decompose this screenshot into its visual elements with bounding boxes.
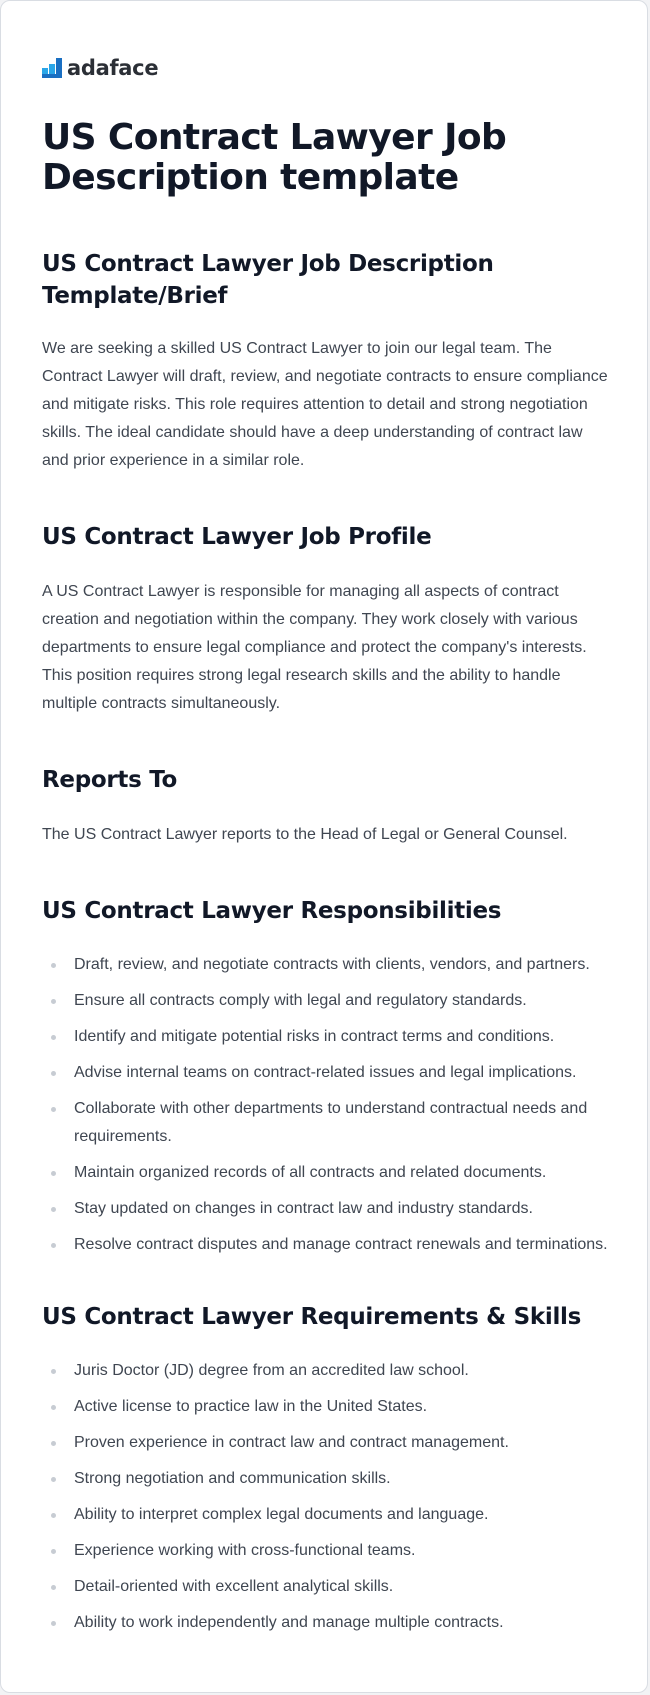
bullet-dot	[51, 1243, 56, 1248]
bullet-dot	[51, 1405, 56, 1410]
requirements-heading: US Contract Lawyer Requirements & Skills	[42, 1304, 582, 1330]
responsibilities-heading: US Contract Lawyer Responsibilities	[42, 898, 502, 924]
bullet-dot	[51, 1071, 56, 1076]
job-profile-body: A US Contract Lawyer is responsible for managing all aspects of contract creation and negotiation within the company. They work closely with various departments to ensure legal compliance and protect the company's interests. This position requires strong legal research skills and the ability to handle multiple contracts simultaneously.	[42, 583, 587, 712]
list-item-text: Ability to interpret complex legal documents and language.	[74, 1506, 489, 1523]
bullet-dot	[51, 1171, 56, 1176]
list-item	[42, 1537, 612, 1565]
list-item-text: Ability to work independently and manage multiple contracts.	[74, 1614, 504, 1631]
list-item	[42, 1573, 612, 1601]
list-item	[42, 1023, 612, 1051]
brand-name: adaface	[67, 56, 159, 80]
list-item-text: Collaborate with other departments to understand contractual needs and requirements.	[74, 1100, 588, 1145]
list-item-text: Ensure all contracts comply with legal and regulatory standards.	[74, 992, 527, 1009]
bullet-dot	[51, 1441, 56, 1446]
bullet-dot	[51, 1107, 56, 1112]
section-requirements	[42, 1301, 612, 1637]
adaface-logo-icon	[42, 58, 62, 78]
list-item	[42, 1429, 612, 1457]
list-item	[42, 1501, 612, 1529]
reports-to-heading: Reports To	[42, 767, 178, 793]
requirements-list	[42, 1357, 612, 1637]
section-brief	[42, 248, 612, 475]
section-job-profile	[42, 521, 612, 718]
list-item	[42, 987, 612, 1015]
list-item-text: Proven experience in contract law and contract management.	[74, 1434, 509, 1451]
list-item	[42, 1159, 612, 1187]
section-responsibilities	[42, 895, 612, 1259]
list-item	[42, 1195, 612, 1223]
list-item	[42, 1465, 612, 1493]
brief-heading: US Contract Lawyer Job Description Template/Brief	[42, 251, 494, 309]
bullet-dot	[51, 1369, 56, 1374]
list-item	[42, 1095, 612, 1151]
list-item-text: Juris Doctor (JD) degree from an accredited law school.	[74, 1362, 469, 1379]
list-item-text: Resolve contract disputes and manage contract renewals and terminations.	[74, 1236, 608, 1253]
page-title: US Contract Lawyer Job Description template	[42, 117, 507, 198]
list-item-text: Advise internal teams on contract-related issues and legal implications.	[74, 1064, 577, 1081]
bullet-dot	[51, 1207, 56, 1212]
list-item	[42, 1231, 612, 1259]
list-item-text: Identify and mitigate potential risks in contract terms and conditions.	[74, 1028, 555, 1045]
list-item-text: Detail-oriented with excellent analytical skills.	[74, 1578, 394, 1595]
list-item	[42, 1393, 612, 1421]
bullet-dot	[51, 1477, 56, 1482]
list-item	[42, 951, 612, 979]
list-item-text: Draft, review, and negotiate contracts with clients, vendors, and partners.	[74, 956, 590, 973]
list-item	[42, 1059, 612, 1087]
list-item	[42, 1357, 612, 1385]
card-content	[42, 56, 612, 1645]
brand-logo[interactable]	[42, 56, 612, 80]
bullet-dot	[51, 963, 56, 968]
bullet-dot	[51, 1621, 56, 1626]
bullet-dot	[51, 1549, 56, 1554]
bullet-dot	[51, 1513, 56, 1518]
list-item-text: Stay updated on changes in contract law and industry standards.	[74, 1200, 533, 1217]
responsibilities-list	[42, 951, 612, 1259]
section-reports-to	[42, 764, 612, 849]
list-item-text: Strong negotiation and communication skills.	[74, 1470, 391, 1487]
list-item-text: Experience working with cross-functional teams.	[74, 1542, 416, 1559]
brief-body: We are seeking a skilled US Contract Lawyer to join our legal team. The Contract Lawyer will draft, review, and negotiate contracts to ensure compliance and mitigate risks. This role requires attention to detail and strong negotiation skills. The ideal candidate should have a deep understanding of contract law and prior experience in a similar role.	[42, 340, 608, 469]
list-item-text: Active license to practice law in the United States.	[74, 1398, 428, 1415]
bullet-dot	[51, 1035, 56, 1040]
reports-to-body: The US Contract Lawyer reports to the Head of Legal or General Counsel.	[42, 826, 568, 843]
list-item-text: Maintain organized records of all contracts and related documents.	[74, 1164, 547, 1181]
job-profile-heading: US Contract Lawyer Job Profile	[42, 524, 432, 550]
bullet-dot	[51, 999, 56, 1004]
list-item	[42, 1609, 612, 1637]
bullet-dot	[51, 1585, 56, 1590]
